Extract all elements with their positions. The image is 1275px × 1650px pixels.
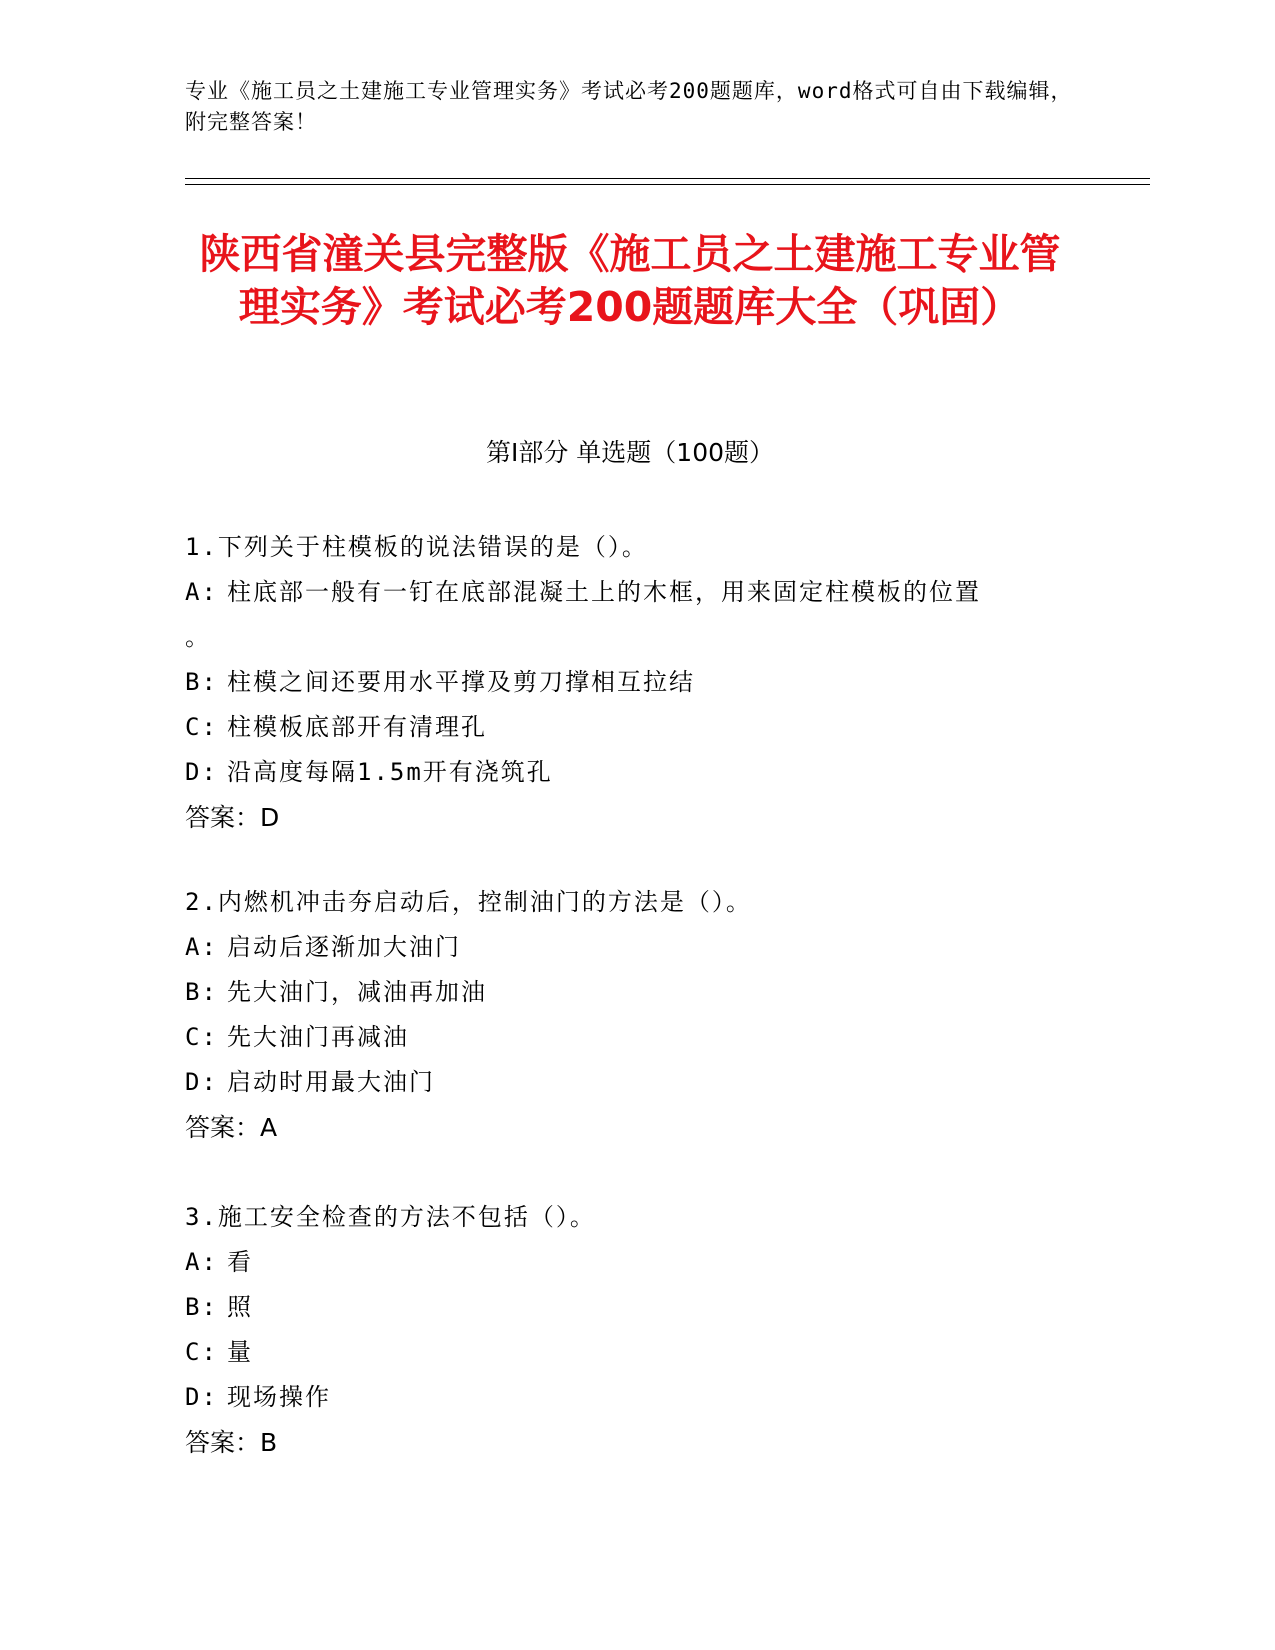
option-text: 柱模之间还要用水平撑及剪刀撑相互拉结	[227, 668, 695, 696]
answer: 答案：D	[185, 803, 280, 832]
option-text: 启动后逐渐加大油门	[227, 933, 461, 961]
option-c	[185, 1015, 1085, 1060]
option-text: 先大油门再减油	[227, 1023, 409, 1051]
question-stem: 3.施工安全检查的方法不包括（）。	[185, 1203, 596, 1231]
option-c	[185, 705, 1085, 750]
question-3	[185, 1195, 1085, 1465]
option-d	[185, 1375, 1085, 1420]
option-text: 柱模板底部开有清理孔	[227, 713, 487, 741]
option-text: 启动时用最大油门	[227, 1068, 435, 1096]
option-label: D:	[185, 1383, 218, 1411]
option-a	[185, 925, 1085, 970]
option-label: C:	[185, 1338, 218, 1366]
question-1	[185, 525, 1085, 840]
option-a-continuation: 。	[185, 623, 211, 651]
option-text: 看	[227, 1248, 253, 1276]
option-text: 先大油门，减油再加油	[227, 978, 487, 1006]
answer: 答案：A	[185, 1113, 278, 1142]
option-text: 照	[227, 1293, 253, 1321]
option-label: A:	[185, 933, 218, 961]
option-label: A:	[185, 1248, 218, 1276]
section-title: 第Ⅰ部分 单选题（100题）	[485, 438, 775, 467]
option-label: A:	[185, 578, 218, 606]
option-label: B:	[185, 668, 218, 696]
option-label: C:	[185, 1023, 218, 1051]
option-a	[185, 1240, 1085, 1285]
option-text: 沿高度每隔1.5m开有浇筑孔	[227, 758, 553, 786]
question-2	[185, 880, 1085, 1150]
option-label: D:	[185, 1068, 218, 1096]
option-c	[185, 1330, 1085, 1375]
option-label: C:	[185, 713, 218, 741]
option-label: B:	[185, 978, 218, 1006]
option-text: 量	[227, 1338, 253, 1366]
option-label: D:	[185, 758, 218, 786]
option-a	[185, 570, 1085, 615]
option-text: 柱底部一般有一钉在底部混凝土上的木框，用来固定柱模板的位置	[227, 578, 981, 606]
option-b	[185, 970, 1085, 1015]
option-d	[185, 750, 1085, 795]
option-b	[185, 1285, 1085, 1330]
question-stem: 1.下列关于柱模板的说法错误的是（）。	[185, 533, 648, 561]
option-text: 现场操作	[227, 1383, 331, 1411]
answer: 答案：B	[185, 1428, 278, 1457]
document-title: 陕西省潼关县完整版《施工员之土建施工专业管理实务》考试必考200题题库大全（巩固）	[199, 230, 1061, 331]
option-d	[185, 1060, 1085, 1105]
option-label: B:	[185, 1293, 218, 1321]
header-divider-top	[185, 178, 1150, 179]
header-note: 专业《施工员之土建施工专业管理实务》考试必考200题题库，word格式可自由下载编辑，附完整答案！	[185, 79, 1073, 134]
question-stem: 2.内燃机冲击夯启动后，控制油门的方法是（）。	[185, 888, 752, 916]
header-divider-bottom	[185, 184, 1150, 185]
option-b	[185, 660, 1085, 705]
